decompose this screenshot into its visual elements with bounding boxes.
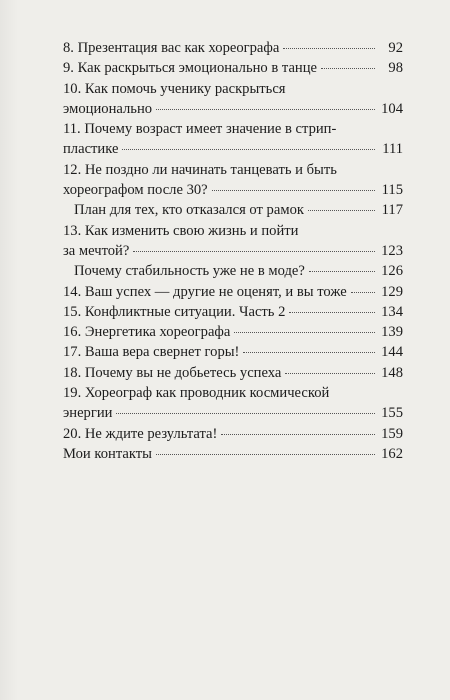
- toc-entry: [63, 79, 403, 120]
- toc-entry-title-line: 9. Как раскрыться эмоционально в танце: [63, 60, 318, 77]
- toc-entry-page-number: 92: [388, 40, 403, 56]
- toc-entry-page-number: 159: [381, 425, 403, 442]
- toc-entry-row: [63, 180, 403, 200]
- dot-leader: [308, 209, 375, 211]
- toc-entry-row: [63, 99, 403, 119]
- toc-entry: [63, 160, 403, 201]
- dot-leader: [243, 351, 375, 353]
- toc-entry-row: [63, 424, 403, 444]
- dot-leader: [283, 47, 375, 49]
- toc-entry-page-number: 148: [381, 364, 403, 381]
- toc-entry-row: [63, 322, 403, 342]
- toc-entry-title-line: энергии: [63, 405, 113, 422]
- toc-entry-row: [63, 58, 403, 78]
- toc-entry-title-line: 10. Как помочь ученику раскрыться: [63, 80, 286, 97]
- dot-leader: [289, 311, 375, 313]
- toc-entry-title-line: Мои контакты: [63, 445, 152, 462]
- toc-entry-title-line: 20. Не ждите результата!: [63, 425, 218, 442]
- toc-entry-title-line: эмоционально: [63, 100, 153, 117]
- toc-entry-page-number: 126: [381, 263, 403, 280]
- dot-leader: [285, 372, 375, 374]
- toc-entry-title-line: 16. Энергетика хореографа: [63, 324, 231, 341]
- toc-entry-page-number: 115: [381, 182, 403, 199]
- dot-leader: [321, 67, 375, 69]
- toc-entry-page-number: 139: [381, 324, 403, 341]
- dot-leader: [234, 331, 375, 333]
- dot-leader: [122, 148, 375, 150]
- toc-entry-page-number: 155: [381, 405, 403, 422]
- toc-entry-row: [63, 261, 403, 281]
- toc-entry-title-line: 19. Хореограф как проводник космической: [63, 385, 330, 402]
- toc-entry-page-number: 104: [381, 100, 403, 117]
- toc-entry-page-number: 129: [381, 283, 403, 300]
- toc-entry-title-line: 13. Как изменить свою жизнь и пойти: [63, 222, 299, 239]
- toc-entry-title-line: 12. Не поздно ли начинать танцевать и быть: [63, 161, 337, 178]
- toc-entry-title-line: 18. Почему вы не добьетесь успеха: [63, 364, 282, 381]
- toc-entry-title-line: 14. Ваш успех — другие не оценят, и вы тоже: [63, 283, 347, 300]
- toc-entry-row: [63, 200, 403, 220]
- toc-entry-page-number: 111: [382, 141, 403, 158]
- toc-entry-title-line: 17. Ваша вера свернет горы!: [63, 344, 240, 361]
- toc-entry-row: [63, 139, 403, 159]
- toc-entry-page-number: 117: [381, 202, 403, 219]
- toc-entry-title-line: Почему стабильность уже не в моде?: [74, 263, 305, 280]
- toc-entry-row: [63, 444, 403, 464]
- toc-entry-title-line: за мечтой?: [63, 242, 130, 259]
- toc-entry: [63, 444, 403, 464]
- toc-entry-row: [63, 38, 403, 58]
- dot-leader: [116, 412, 375, 414]
- toc-entry-row: [63, 403, 403, 423]
- toc-entry-row: [63, 282, 403, 302]
- toc-entry-title-line: 11. Почему возраст имеет значение в стрип-: [63, 121, 337, 138]
- toc-entry: [63, 363, 403, 383]
- toc-entry: [63, 261, 403, 281]
- dot-leader: [133, 250, 375, 252]
- toc-entry: [63, 383, 403, 424]
- dot-leader: [156, 453, 375, 455]
- dot-leader: [221, 433, 375, 435]
- toc-entry-title-line: 15. Конфликтные ситуации. Часть 2: [63, 303, 286, 320]
- toc-entry-row: [63, 342, 403, 362]
- toc-entry: [63, 200, 403, 220]
- toc-entry-page-number: 144: [381, 344, 403, 361]
- toc-entry-row: [63, 241, 403, 261]
- toc-entry-page-number: 134: [381, 303, 403, 320]
- toc-entry-page-number: 123: [381, 242, 403, 259]
- toc-entry-row: [63, 363, 403, 383]
- dot-leader: [212, 189, 375, 191]
- toc-entry: [63, 322, 403, 342]
- toc-entry-title-line: План для тех, кто отказался от рамок: [74, 202, 304, 219]
- toc-entry: [63, 342, 403, 362]
- toc-entry: [63, 282, 403, 302]
- toc-entry-page-number: 98: [388, 60, 403, 77]
- toc-entry: [63, 58, 403, 78]
- dot-leader: [309, 270, 375, 272]
- toc-entry: [63, 119, 403, 160]
- toc-entry: [63, 424, 403, 444]
- toc-entry-title-line: пластике: [63, 141, 119, 158]
- toc-entry: [63, 221, 403, 262]
- toc-entry: [63, 38, 403, 58]
- dot-leader: [156, 108, 375, 110]
- table-of-contents: [63, 38, 403, 464]
- toc-entry-title-line: хореографом после 30?: [63, 182, 208, 199]
- dot-leader: [351, 291, 375, 293]
- toc-entry-page-number: 162: [381, 445, 403, 462]
- toc-entry-title-line: 8. Презентация вас как хореографа: [63, 40, 280, 56]
- toc-entry: [63, 302, 403, 322]
- toc-entry-row: [63, 302, 403, 322]
